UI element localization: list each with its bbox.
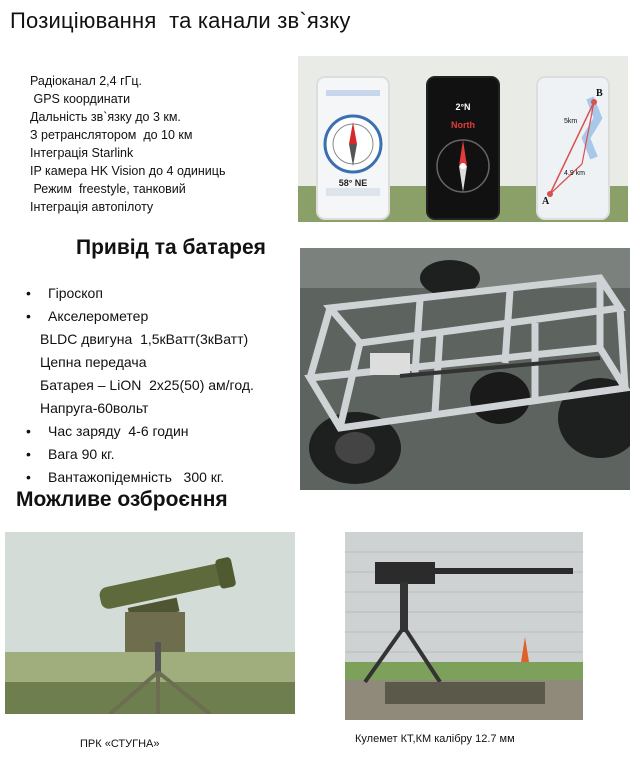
map-distance-2: 4.9 km bbox=[564, 170, 586, 177]
list-item: • Вага 90 кг. bbox=[20, 443, 254, 466]
comms-line: З ретранслятором до 10 км bbox=[30, 128, 193, 142]
phone-map bbox=[536, 76, 610, 220]
center-heading-label: 2°N bbox=[455, 102, 471, 112]
weapons-heading: Можливе озброєння bbox=[16, 488, 228, 511]
comms-line: Режим freestyle, танковий bbox=[30, 182, 186, 196]
page-title: Позиціювання та канали зв`язку bbox=[10, 8, 351, 33]
stugna-photo bbox=[5, 532, 295, 714]
comms-line: Інтеграція Starlink bbox=[30, 146, 134, 160]
list-item: Батарея – LiON 2x25(50) ам/год. bbox=[40, 377, 254, 393]
list-item: • Гіроскоп bbox=[20, 282, 254, 305]
comms-line: IP камера HK Vision до 4 одиниць bbox=[30, 164, 226, 178]
map-point-b: B bbox=[596, 88, 603, 99]
list-item: • Час заряду 4-6 годин bbox=[20, 420, 254, 443]
bullet-icon: • bbox=[26, 308, 31, 324]
list-item: • Вантажопідемність 300 кг. bbox=[20, 466, 254, 489]
drive-spec-list bbox=[20, 282, 254, 489]
machine-gun-caption: Кулемет КТ,КМ калібру 12.7 мм bbox=[355, 733, 515, 745]
list-item: Цепна передача bbox=[40, 354, 147, 370]
list-item: Напруга-60вольт bbox=[40, 400, 149, 416]
stugna-caption: ПРК «СТУГНА» bbox=[80, 738, 160, 750]
map-point-a: A bbox=[542, 196, 550, 207]
phone-compass-dark bbox=[426, 76, 500, 220]
comms-line: Дальність зв`язку до 3 км. bbox=[30, 110, 181, 124]
compass-apps-image bbox=[298, 56, 628, 222]
north-label: North bbox=[451, 120, 475, 130]
drive-heading: Привід та батарея bbox=[76, 236, 266, 259]
comms-spec-list bbox=[30, 72, 225, 216]
bullet-icon: • bbox=[26, 423, 31, 439]
comms-line: Радіоканал 2,4 гГц. bbox=[30, 74, 143, 88]
bullet-icon: • bbox=[26, 285, 31, 301]
machine-gun-photo bbox=[345, 532, 583, 720]
map-distance-1: 5km bbox=[564, 118, 578, 125]
left-heading-label: 58° NE bbox=[338, 178, 368, 188]
phone-compass-light bbox=[316, 76, 390, 220]
comms-line: GPS координати bbox=[30, 92, 131, 106]
bullet-icon: • bbox=[26, 469, 31, 485]
bullet-icon: • bbox=[26, 446, 31, 462]
comms-line: Інтеграція автопілоту bbox=[30, 200, 154, 214]
list-item: BLDC двигуна 1,5кВатт(3кВатт) bbox=[40, 331, 249, 347]
chassis-photo bbox=[300, 248, 630, 490]
list-item: • Акселерометер bbox=[20, 305, 254, 328]
